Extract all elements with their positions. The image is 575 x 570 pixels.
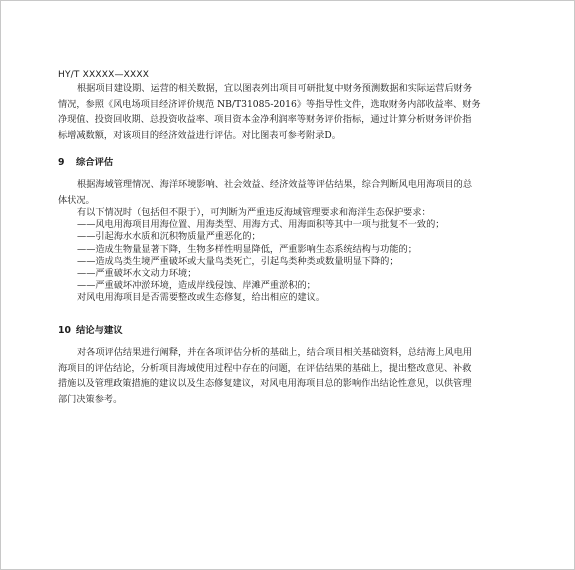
list-item: ——造成生物量显著下降，生物多样性明显降低，严重影响生态系统结构与功能的；: [77, 243, 417, 255]
section-title: 综合评估: [76, 157, 114, 168]
list-item: ——严重破坏水文动力环境；: [77, 268, 197, 280]
list-item: ——造成鸟类生境严重破坏或大量鸟类死亡，引起鸟类种类或数量明显下降的；: [77, 255, 399, 267]
paragraph-line: 情况，参照《风电场项目经济评价规范 NB/T31085-2016》等指导性文件，选取财务内部收益率、财务: [58, 98, 481, 110]
list-item: ——引起海水水质和沉积物质量严重恶化的；: [77, 231, 261, 243]
list-conclusion: 对风电用海项目是否需要整改或生态修复，给出相应的建议。: [77, 292, 326, 304]
paragraph-line: 对各项评估结果进行阐释，并在各项评估分析的基础上，结合项目相关基础资料，总结海上风电用: [77, 347, 473, 358]
paragraph-line: 措施以及管理政策措施的建议以及生态修复建议，对风电用海项目总的影响作出结论性意见，以供管理: [58, 378, 472, 390]
paragraph-line: 体状况。: [58, 194, 95, 206]
document-code: HY/T XXXXX—XXXX: [58, 70, 150, 80]
section-number: 10: [58, 325, 71, 336]
paragraph-line: 根据海域管理情况、海洋环境影响、社会效益、经济效益等评估结果，综合判断风电用海项目的总: [77, 179, 473, 190]
paragraph-line: 标增减数额，对该项目的经济效益进行评估。对比图表可参考附录D。: [58, 129, 341, 141]
section-9-list: [58, 207, 520, 305]
list-item: ——风电用海项目用海位置、用海类型、用海方式、用海面积等其中一项与批复不一致的；: [77, 219, 445, 231]
list-item: ——严重破坏冲淤环境，造成岸线侵蚀、岸滩严重淤积的；: [77, 280, 316, 292]
paragraph-line: 海项目的评估结论，分析项目海域使用过程中存在的问题，在评估结果的基础上，提出整改意见、补救: [58, 362, 472, 374]
section-9-heading: [58, 154, 113, 168]
section-number: 9: [58, 157, 65, 168]
section-10-heading: [58, 322, 123, 336]
section-title: 结论与建议: [76, 325, 123, 336]
intro-paragraph: [58, 81, 520, 143]
paragraph-line: 净现值、投资回收期、总投资收益率、项目资本金净利润率等财务评价指标，通过计算分析财务评价指: [58, 114, 472, 126]
section-10-paragraph: [58, 345, 520, 407]
paragraph-line: 部门决策参考。: [58, 393, 123, 405]
section-9-paragraph: [58, 177, 520, 208]
paragraph-line: 根据项目建设期、运营的相关数据，宜以图表列出项目可研批复中财务预测数据和实际运营后财务: [77, 83, 473, 94]
list-intro: 有以下情况时（包括但不限于），可判断为严重违反海域管理要求和海洋生态保护要求：: [77, 207, 431, 218]
